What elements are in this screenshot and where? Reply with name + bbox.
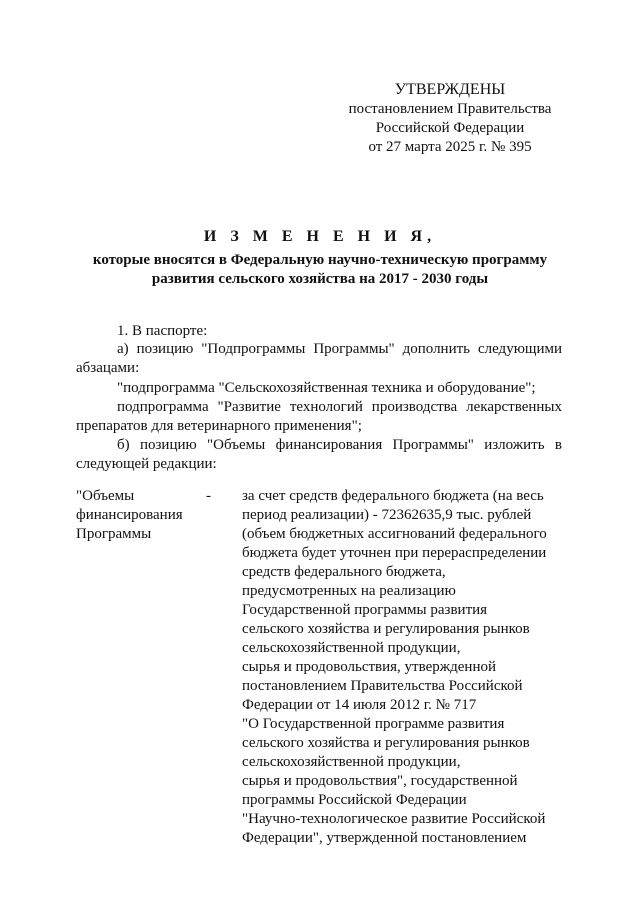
subtitle-line-1: которые вносятся в Федеральную научно-техническую программу: [92, 252, 548, 268]
approval-stamp: [330, 80, 570, 157]
value-line: период реализации) - 72362635,9 тыс. рублей: [242, 507, 532, 523]
value-line: Федерации", утвержденной постановлением: [242, 830, 527, 846]
paragraph-3: [76, 379, 562, 398]
value-line: сырья и продовольствия", государственной: [242, 773, 518, 789]
value-line: Федерации от 14 июля 2012 г. № 717: [242, 697, 477, 713]
paragraph-5-text: б) позицию "Объемы финансирования Программы" изложить в следующей редакции:: [76, 437, 562, 472]
name-line: финансирования: [76, 507, 183, 523]
paragraph-4: [76, 398, 562, 436]
value-line: сельскохозяйственной продукции,: [242, 754, 461, 770]
document-title: И З М Е Н Е Н И Я,: [203, 228, 437, 245]
financing-position-value: [242, 487, 562, 848]
value-line: (объем бюджетных ассигнований федерального: [242, 526, 547, 542]
paragraph-3-text: "подпрограмма "Сельскохозяйственная техника и оборудование";: [117, 380, 536, 396]
approval-line-1: постановлением Правительства: [348, 101, 552, 117]
value-line: сельского хозяйства и регулирования рынков: [242, 621, 530, 637]
value-line: предусмотренных на реализацию: [242, 583, 456, 599]
paragraph-2-text: а) позицию "Подпрограммы Программы" дополнить следующими абзацами:: [76, 341, 562, 376]
name-line: "Объемы: [76, 488, 135, 504]
value-line: программы Российской Федерации: [242, 792, 467, 808]
paragraph-1: [76, 322, 562, 341]
value-line: сельскохозяйственной продукции,: [242, 640, 461, 656]
value-line: Государственной программы развития: [242, 602, 488, 618]
value-line: сельского хозяйства и регулирования рынков: [242, 735, 530, 751]
value-line: "Научно-технологическое развитие Российской: [242, 811, 546, 827]
value-line: сырья и продовольствия, утвержденной: [242, 659, 497, 675]
name-line: Программы: [76, 526, 152, 542]
paragraph-4-text: подпрограмма "Развитие технологий производства лекарственных препаратов для ветеринарного применения";: [76, 399, 562, 434]
position-dash: -: [206, 488, 211, 504]
paragraph-5: [76, 436, 562, 474]
paragraph-1-text: 1. В паспорте:: [117, 323, 208, 339]
approval-line-3: от 27 марта 2025 г. № 395: [368, 139, 532, 155]
value-line: за счет средств федерального бюджета (на весь: [242, 488, 544, 504]
value-line: бюджета будет уточнен при перераспределении: [242, 545, 547, 561]
approval-line-2: Российской Федерации: [375, 120, 525, 136]
approval-heading: УТВЕРЖДЕНЫ: [394, 81, 506, 98]
paragraph-2: [76, 340, 562, 378]
value-line: постановлением Правительства Российской: [242, 678, 523, 694]
document-subtitle: [40, 251, 600, 289]
financing-position-name: [76, 487, 206, 544]
value-line: средств федерального бюджета,: [242, 564, 446, 580]
value-line: "О Государственной программе развития: [242, 716, 505, 732]
subtitle-line-2: развития сельского хозяйства на 2017 - 2030 годы: [151, 271, 489, 287]
